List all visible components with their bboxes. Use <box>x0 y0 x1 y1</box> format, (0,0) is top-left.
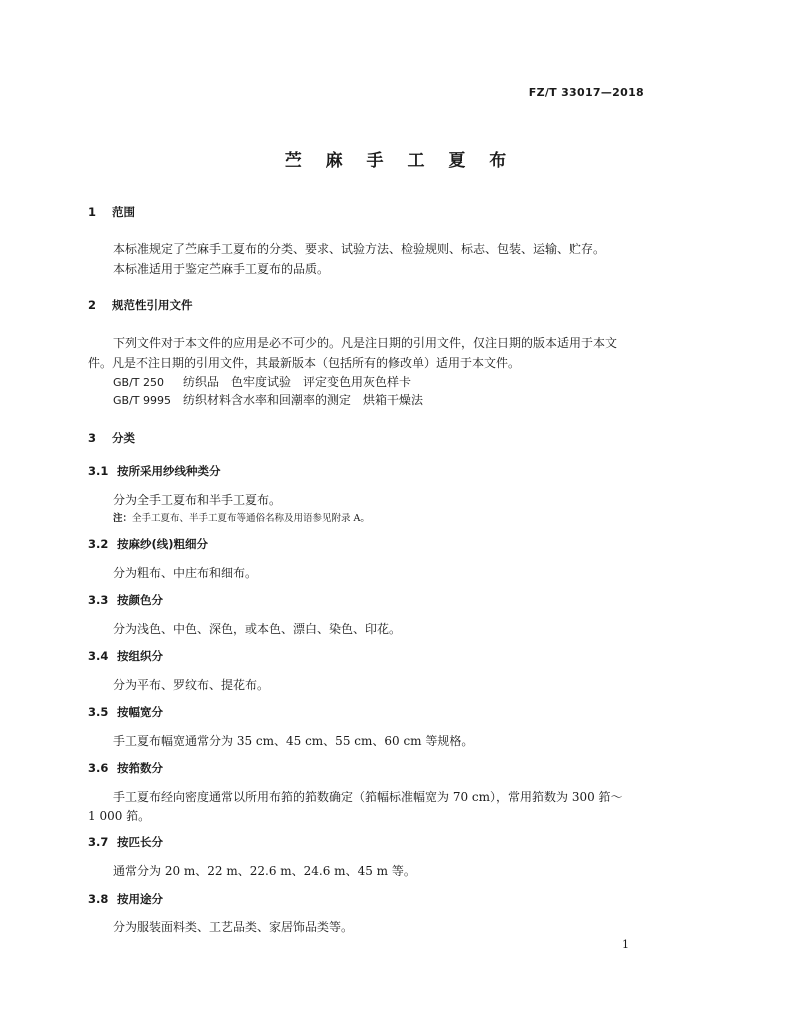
subsection-number: 3.8 <box>88 892 109 906</box>
note-label: 注： <box>113 513 133 524</box>
subsection-title: 按幅宽分 <box>117 705 163 719</box>
subsection-title: 按用途分 <box>117 892 163 906</box>
subsection-title: 按筘数分 <box>117 761 163 775</box>
document-title: 苎 麻 手 工 夏 布 <box>284 151 516 171</box>
paragraph-continuation: 件。凡是不注日期的引用文件，其最新版本（包括所有的修改单）适用于本文件。 <box>88 356 521 370</box>
subsection-number: 3.5 <box>88 705 109 719</box>
reference-code: GB/T 9995 <box>113 394 171 407</box>
subsection-heading <box>88 648 163 664</box>
subsection-number: 3.1 <box>88 464 109 478</box>
section-2-heading <box>88 297 193 313</box>
subsection-heading <box>88 760 163 776</box>
subsection-title: 按匹长分 <box>117 835 163 849</box>
reference-code: GB/T 250 <box>113 376 164 389</box>
section-number: 2 <box>88 298 97 312</box>
subsection-heading <box>88 834 163 850</box>
subsection-title: 按麻纱(线)粗细分 <box>117 537 209 551</box>
subsection-number: 3.4 <box>88 649 109 663</box>
paragraph: 手工夏布幅宽通常分为 35 cm、45 cm、55 cm、60 cm 等规格。 <box>113 734 474 748</box>
subsection-heading <box>88 891 163 907</box>
reference-item <box>113 391 423 408</box>
paragraph: 手工夏布经向密度通常以所用布筘的筘数确定（筘幅标准幅宽为 70 cm），常用筘数为 300 筘～ <box>113 790 623 804</box>
subsection-heading <box>88 704 163 720</box>
subsection-heading <box>88 536 208 552</box>
subsection-number: 3.2 <box>88 537 109 551</box>
section-title: 范围 <box>112 205 135 219</box>
subsection-number: 3.7 <box>88 835 109 849</box>
section-3-heading <box>88 430 135 446</box>
paragraph: 本标准规定了苎麻手工夏布的分类、要求、试验方法、检验规则、标志、包装、运输、贮存。 <box>113 242 606 256</box>
subsection-title: 按所采用纱线种类分 <box>117 464 221 478</box>
reference-item <box>113 373 411 390</box>
reference-title: 纺织品 色牢度试验 评定变色用灰色样卡 <box>183 375 412 389</box>
paragraph: 分为全手工夏布和半手工夏布。 <box>113 493 282 507</box>
section-1-heading <box>88 204 135 220</box>
note <box>113 510 370 524</box>
section-number: 3 <box>88 431 97 445</box>
section-number: 1 <box>88 205 97 219</box>
reference-title: 纺织材料含水率和回潮率的测定 烘箱干燥法 <box>183 393 424 407</box>
subsection-heading <box>88 592 163 608</box>
note-text: 全手工夏布、半手工夏布等通俗名称及用语参见附录 A。 <box>132 513 370 524</box>
subsection-number: 3.6 <box>88 761 109 775</box>
paragraph: 下列文件对于本文件的应用是必不可少的。凡是注日期的引用文件，仅注日期的版本适用于本文 <box>113 336 618 350</box>
paragraph-continuation: 1 000 筘。 <box>88 809 151 823</box>
paragraph: 分为浅色、中色、深色，或本色、漂白、染色、印花。 <box>113 622 402 636</box>
paragraph: 分为平布、罗纹布、提花布。 <box>113 678 270 692</box>
paragraph: 分为服装面料类、工艺品类、家居饰品类等。 <box>113 920 354 934</box>
section-title: 规范性引用文件 <box>112 298 193 312</box>
paragraph: 本标准适用于鉴定苎麻手工夏布的品质。 <box>113 262 330 276</box>
standard-code: FZ/T 33017—2018 <box>528 86 644 99</box>
subsection-number: 3.3 <box>88 593 109 607</box>
page-number: 1 <box>622 938 629 951</box>
section-title: 分类 <box>112 431 135 445</box>
paragraph: 通常分为 20 m、22 m、22.6 m、24.6 m、45 m 等。 <box>113 864 416 878</box>
paragraph: 分为粗布、中庄布和细布。 <box>113 566 258 580</box>
subsection-heading <box>88 463 221 479</box>
subsection-title: 按颜色分 <box>117 593 163 607</box>
subsection-title: 按组织分 <box>117 649 163 663</box>
